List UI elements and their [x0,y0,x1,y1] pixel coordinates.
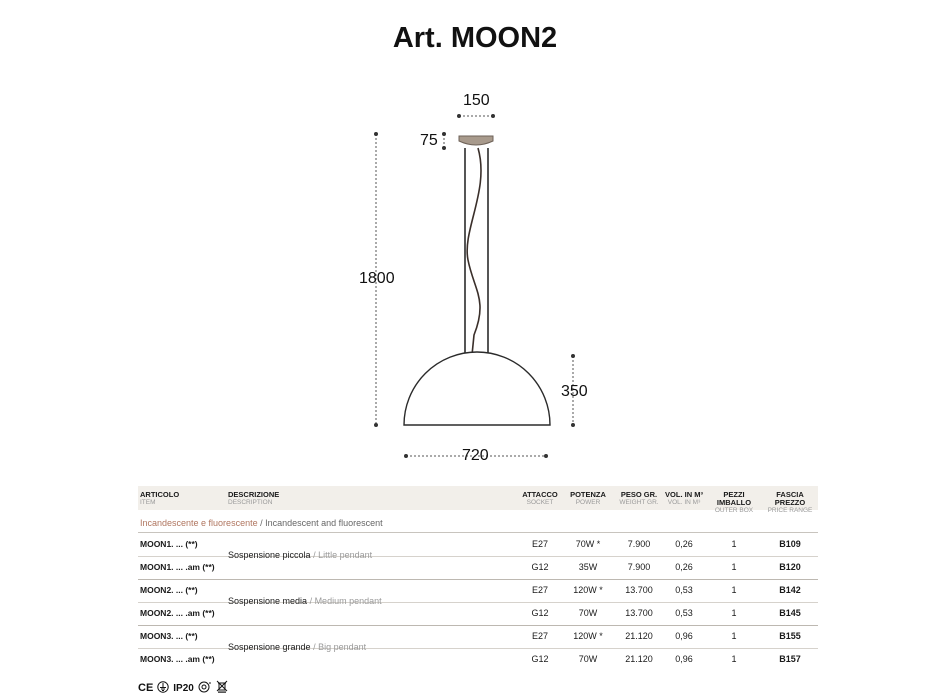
page-title: Art. MOON2 [392,22,558,54]
header-weight: PESO GR. WEIGHT GR. [619,490,659,506]
dim-shade-width: 720 [462,447,489,464]
specs-table [138,486,818,671]
dim-total-height: 1800 [359,270,395,287]
dome-shade [404,352,550,425]
ce-mark-icon: CE [138,682,154,694]
header-price-range: FASCIA PREZZO PRICE RANGE [767,490,813,514]
table-row: MOON3. ... .am (**) G12 70W 21.120 0,96 1 B157 [140,654,801,664]
weee-bin-icon [216,680,228,696]
group-description: Sospensione piccola / Little pendant [228,550,373,560]
dim-canopy-width: 150 [463,92,490,109]
group-description: Sospensione grande / Big pendant [228,642,367,652]
header-description: DESCRIZIONE DESCRIPTION [228,490,280,506]
svg-text:*: * [208,681,211,688]
dim-canopy-height: 75 [420,132,438,149]
canopy-shape [459,136,493,145]
header-item: ARTICOLO ITEM [140,490,180,506]
table-row: MOON2. ... .am (**) G12 70W 13.700 0,53 1 B145 [140,608,801,618]
table-row: MOON2. ... (**) E27 120W * 13.700 0,53 1 B142 [140,585,801,595]
table-body [138,533,818,671]
earth-ground-icon [157,681,169,696]
table-row: MOON1. ... .am (**) G12 35W 7.900 0,26 1 B120 [140,562,801,572]
ip-rating-icon: IP20 [173,682,194,694]
flammable-surface-icon [198,681,212,696]
header-outer-box: PEZZI IMBALLO OUTER BOX [714,490,754,514]
header-power: POTENZA POWER [570,490,606,506]
header-volume: VOL. IN M³ VOL. IN M³ [665,490,703,506]
table-row: MOON1. ... (**) E27 70W * 7.900 0,26 1 B109 [140,539,801,549]
certification-marks [138,680,228,696]
power-cord [467,148,481,355]
header-socket: ATTACCO SOCKET [522,490,558,506]
section-title: Incandescente e fluorescente / Incandescent and fluorescent [138,510,818,533]
table-row: MOON3. ... (**) E27 120W * 21.120 0,96 1 B155 [140,631,801,641]
group-description: Sospensione media / Medium pendant [228,596,382,606]
table-header [138,486,818,514]
dim-shade-height: 350 [561,383,588,400]
